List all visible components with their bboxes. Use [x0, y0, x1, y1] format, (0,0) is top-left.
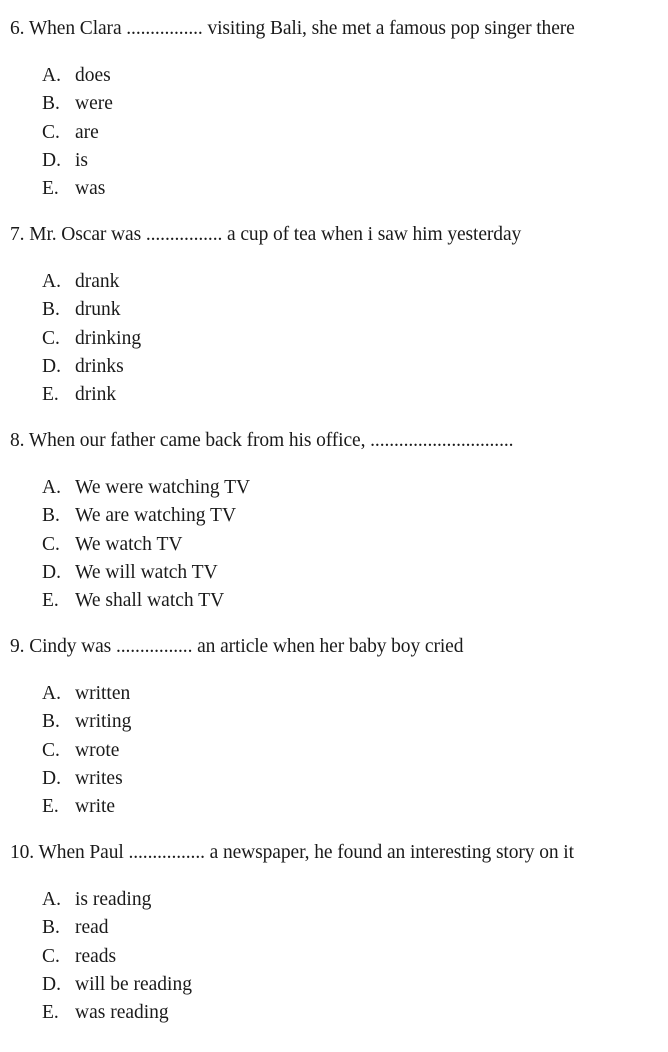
option-letter: A.: [42, 889, 61, 910]
option-letter: C.: [42, 327, 60, 349]
option-text: is reading: [75, 889, 152, 910]
option-text: drank: [75, 271, 120, 292]
option-text: written: [75, 683, 131, 704]
option-letter: C.: [42, 121, 60, 143]
option-letter: A.: [42, 65, 61, 86]
option-letter: D.: [42, 767, 61, 789]
option-text: was: [75, 178, 106, 200]
option-text: We are watching TV: [75, 505, 237, 527]
option-letter: D.: [42, 973, 61, 995]
option-text: reads: [75, 945, 117, 967]
option-letter: C.: [42, 739, 60, 761]
option-text: We will watch TV: [75, 561, 218, 583]
question-stem: 6. When Clara ................ visiting Bali, she met a famous pop singer there: [10, 18, 575, 39]
option-text: are: [75, 121, 99, 143]
option-text: is: [75, 149, 89, 171]
option-text: does: [75, 65, 111, 86]
option-text: drinks: [75, 355, 124, 377]
option-letter: A.: [42, 477, 61, 498]
option-letter: E.: [42, 384, 59, 406]
option-letter: B.: [42, 299, 60, 321]
option-text: drinking: [75, 327, 142, 349]
option-text: drink: [75, 384, 117, 406]
question-stem: 7. Mr. Oscar was ................ a cup of tea when i saw him yesterday: [10, 224, 522, 245]
option-text: We watch TV: [75, 533, 183, 555]
option-letter: B.: [42, 93, 60, 115]
option-text: read: [75, 917, 109, 939]
option-letter: A.: [42, 271, 61, 292]
option-letter: B.: [42, 917, 60, 939]
question-stem: 8. When our father came back from his office, ..............................: [10, 430, 514, 451]
option-letter: A.: [42, 683, 61, 704]
question-stem: 9. Cindy was ................ an article when her baby boy cried: [10, 636, 464, 657]
option-letter: E.: [42, 796, 59, 818]
option-text: writes: [75, 767, 123, 789]
option-letter: B.: [42, 711, 60, 733]
option-letter: B.: [42, 505, 60, 527]
option-letter: E.: [42, 1002, 59, 1024]
option-letter: C.: [42, 945, 60, 967]
option-letter: D.: [42, 561, 61, 583]
option-letter: E.: [42, 590, 59, 612]
option-letter: D.: [42, 149, 61, 171]
question-stem: 10. When Paul ................ a newspaper, he found an interesting story on it: [10, 842, 574, 863]
option-letter: E.: [42, 178, 59, 200]
option-text: were: [75, 93, 113, 115]
option-text: We were watching TV: [75, 477, 251, 498]
option-text: writing: [75, 711, 132, 733]
option-letter: D.: [42, 355, 61, 377]
option-letter: C.: [42, 533, 60, 555]
option-text: drunk: [75, 299, 121, 321]
option-text: wrote: [75, 739, 120, 761]
option-text: We shall watch TV: [75, 590, 225, 612]
option-text: will be reading: [75, 973, 192, 995]
option-text: write: [75, 796, 116, 818]
option-text: was reading: [75, 1002, 169, 1024]
